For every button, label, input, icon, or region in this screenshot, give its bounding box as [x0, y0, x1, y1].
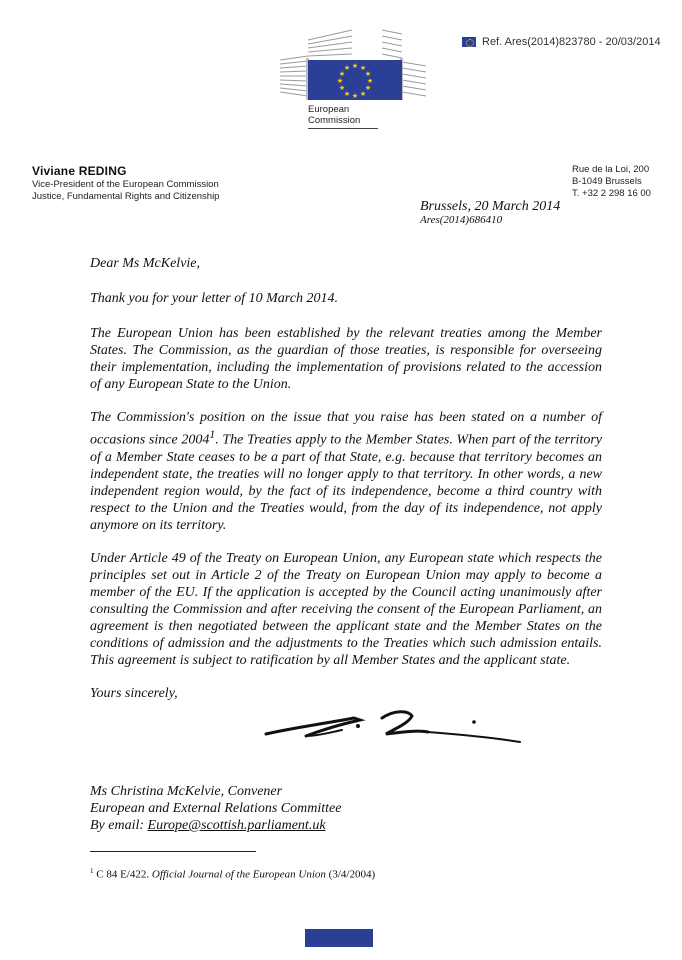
- sender-role-line: Justice, Fundamental Rights and Citizenship: [32, 191, 220, 202]
- recipient-name: Ms Christina McKelvie, Convener: [90, 784, 283, 799]
- svg-text:★: ★: [338, 84, 346, 92]
- paragraph-3: [90, 409, 602, 534]
- svg-text:★: ★: [351, 62, 359, 70]
- email-label: By email:: [90, 818, 148, 833]
- svg-text:★: ★: [351, 92, 359, 100]
- svg-text:★: ★: [364, 70, 372, 78]
- address-line: Rue de la Loi, 200: [572, 164, 650, 175]
- reference-text: Ref. Ares(2014)823780 - 20/03/2014: [482, 36, 661, 48]
- logo-line-european: European: [308, 104, 350, 115]
- svg-text:★: ★: [366, 77, 374, 85]
- footer-blue-bar: [305, 929, 373, 947]
- footnote-divider: [90, 851, 256, 852]
- footnote-date: (3/4/2004): [325, 868, 376, 881]
- ares-reference: Ares(2014)686410: [420, 214, 503, 226]
- salutation: Dear Ms McKelvie,: [90, 256, 201, 271]
- sender-role-line: Vice-President of the European Commission: [32, 179, 219, 190]
- eu-flag-icon: [462, 37, 476, 47]
- svg-text:★: ★: [343, 90, 351, 98]
- footnote: [90, 867, 375, 881]
- sender-name: Viviane REDING: [32, 164, 127, 178]
- logo-line-commission: Commission: [308, 115, 361, 126]
- sender-role: [32, 179, 219, 203]
- logo-wordmark: [308, 104, 360, 126]
- footnote-ref: C 84 E/422.: [93, 868, 152, 881]
- footnote-number: 1: [90, 867, 94, 875]
- paragraph-2: The European Union has been established by the relevant treaties among the Member States. The Commission, as the guardian of those treaties, is responsible for overseeing their implementation, including the implementation of provisions related to the accession of any European State to the Union.: [90, 326, 602, 392]
- svg-text:★: ★: [343, 64, 351, 72]
- recipient-block: [90, 783, 341, 834]
- footnote-journal: Official Journal of the European Union: [151, 868, 326, 881]
- email-link[interactable]: Europe@scottish.parliament.uk: [147, 818, 326, 833]
- sender-address: [572, 164, 651, 200]
- address-line: B-1049 Brussels: [572, 176, 642, 187]
- svg-text:★: ★: [359, 64, 367, 72]
- closing: Yours sincerely,: [90, 685, 178, 701]
- footnote-marker: 1: [209, 428, 216, 441]
- address-phone: T. +32 2 298 16 00: [572, 188, 651, 199]
- svg-text:★: ★: [359, 90, 367, 98]
- handwritten-signature: [262, 706, 524, 752]
- svg-text:★: ★: [364, 84, 372, 92]
- paragraph-3-part-b: . The Treaties apply to the Member States. When part of the territory of a Member State ceases to be a part of that State, e.g. because that territory becomes an independent state, the treaties will no longer apply to that territory. In other words, a new independent region would, by the fact of its independence, become a third country with respect to the Union and the Treaties would, from the day of its independence, not apply anymore on its territory.: [90, 432, 602, 533]
- reference-header: [462, 36, 661, 48]
- logo-underline: [308, 128, 378, 129]
- recipient-email-line: [90, 817, 341, 834]
- svg-text:★: ★: [336, 77, 344, 85]
- letter-body: [90, 255, 602, 718]
- letter-date: Brussels, 20 March 2014: [420, 199, 561, 214]
- paragraph-1: Thank you for your letter of 10 March 2014.: [90, 291, 338, 306]
- paragraph-3-part-a: The Commission's position on the issue that you raise has been stated on a number of occasions since 2004: [90, 410, 602, 448]
- svg-text:★: ★: [338, 70, 346, 78]
- paragraph-4: Under Article 49 of the Treaty on European Union, any European state which respects the principles set out in Article 2 of the Treaty on European Union may apply to become a member of the EU. If the application is accepted by the Council acting unanimously after consulting the Commission and after receiving the consent of the European Parliament, an agreement is then negotiated between the applicant state and the Member States on the conditions of admission and the adjustments to the Treaties which such admission entails. This agreement is subject to ratification by all Member States and the applicant state.: [90, 550, 602, 668]
- recipient-committee: European and External Relations Committee: [90, 801, 342, 816]
